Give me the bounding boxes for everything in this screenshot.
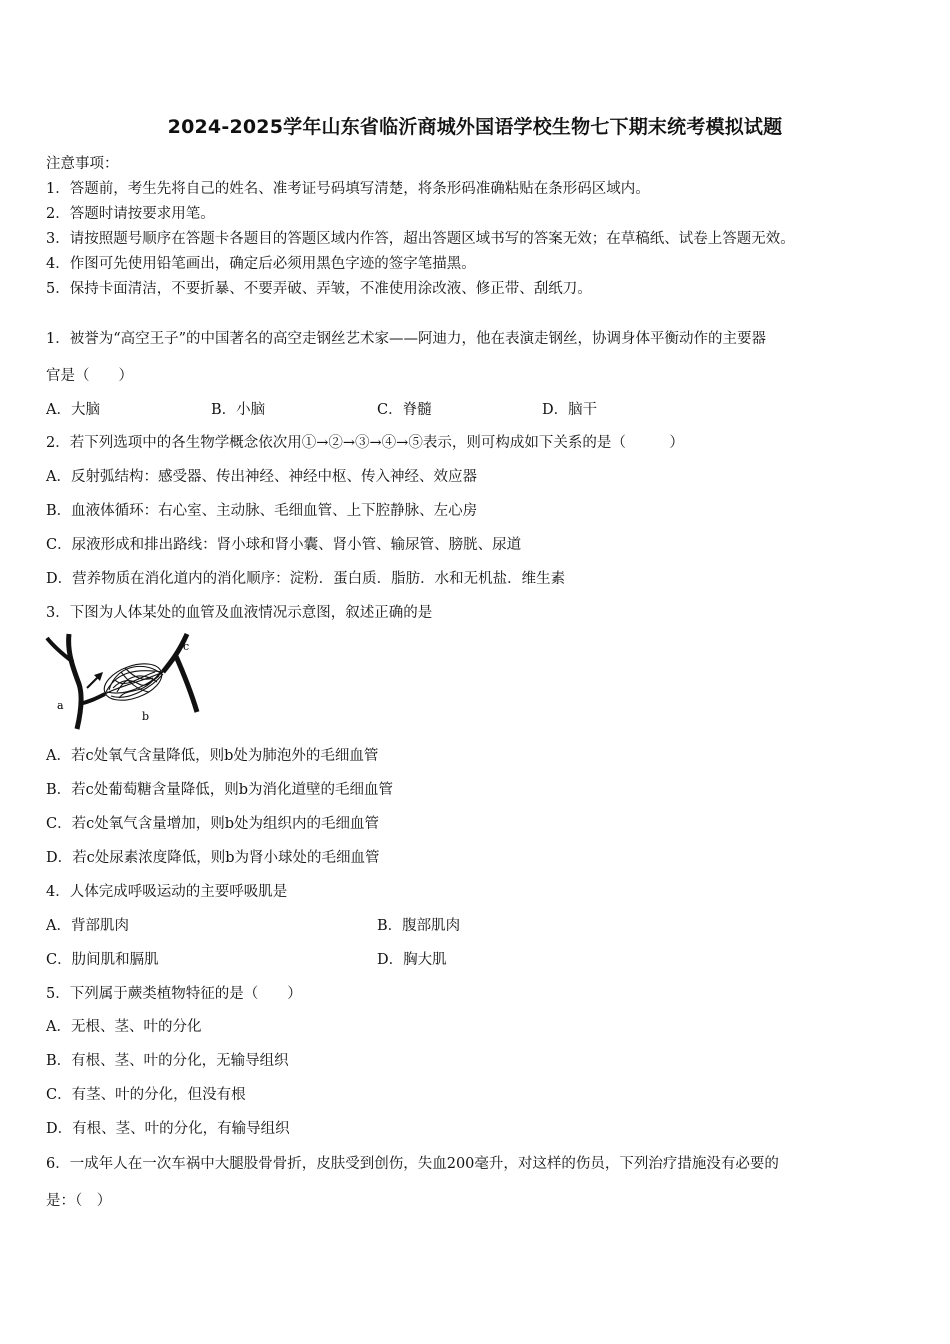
- capillary-network-b: [99, 657, 166, 708]
- question-2-option-d: D．营养物质在消化道内的消化顺序：淀粉．蛋白质．脂肪．水和无机盐．维生素: [46, 571, 566, 587]
- question-4-option-d: D．胸大肌: [377, 952, 447, 968]
- question-6-stem-cont: 是：（ ）: [46, 1193, 112, 1209]
- question-1-option-b: B．小脑: [211, 402, 266, 418]
- question-4-option-b: B．腹部肌肉: [377, 918, 461, 934]
- question-5-option-b: B．有根、茎、叶的分化，无输导组织: [46, 1053, 289, 1069]
- label-c: c: [183, 640, 190, 653]
- notice-item: 5．保持卡面清洁，不要折暴、不要弄破、弄皱，不准使用涂改液、修正带、刮纸刀。: [46, 281, 592, 297]
- notice-item: 1．答题前，考生先将自己的姓名、准考证号码填写清楚，将条形码准确粘贴在条形码区域内。: [46, 181, 650, 197]
- question-1-stem-cont: 官是（ ）: [46, 368, 133, 384]
- exam-title: 2024-2025学年山东省临沂商城外国语学校生物七下期末统考模拟试题: [167, 116, 783, 138]
- notice-item: 2．答题时请按要求用笔。: [46, 206, 215, 222]
- blood-vessel-diagram: [45, 632, 200, 730]
- question-1-option-a: A．大脑: [46, 402, 100, 418]
- question-5-option-c: C．有茎、叶的分化，但没有根: [46, 1087, 246, 1103]
- question-3-stem: 3．下图为人体某处的血管及血液情况示意图，叙述正确的是: [46, 605, 433, 621]
- vessel-c-branch: [175, 654, 197, 712]
- vessel-a: [69, 634, 82, 729]
- notice-item: 3．请按照题号顺序在答题卡各题目的答题区域内作答，超出答题区域书写的答案无效；在草稿纸、试卷上答题无效。: [46, 231, 795, 247]
- question-4-option-a: A．背部肌肉: [46, 918, 129, 934]
- question-3-option-a: A．若c处氧气含量降低，则b处为肺泡外的毛细血管: [46, 748, 379, 764]
- question-1-option-d: D．脑干: [542, 402, 598, 418]
- question-4-option-c: C．肋间肌和膈肌: [46, 952, 159, 968]
- question-3-option-c: C．若c处氧气含量增加，则b处为组织内的毛细血管: [46, 816, 379, 832]
- question-5-stem: 5．下列属于蕨类植物特征的是（ ）: [46, 986, 302, 1002]
- question-2-option-a: A．反射弧结构：感受器、传出神经、神经中枢、传入神经、效应器: [46, 469, 477, 485]
- question-2-option-c: C．尿液形成和排出路线：肾小球和肾小囊、肾小管、输尿管、膀胱、尿道: [46, 537, 522, 553]
- question-2-stem: 2．若下列选项中的各生物学概念依次用①→②→③→④→⑤表示，则可构成如下关系的是（ ）: [46, 435, 684, 451]
- question-3-option-b: B．若c处葡萄糖含量降低，则b为消化道壁的毛细血管: [46, 782, 394, 798]
- question-5-option-d: D．有根、茎、叶的分化，有输导组织: [46, 1121, 290, 1137]
- label-b: b: [142, 710, 150, 723]
- question-1-stem: 1．被誉为“高空王子”的中国著名的高空走钢丝艺术家——阿迪力，他在表演走钢丝，协调身体平衡动作的主要器: [46, 331, 767, 347]
- question-2-option-b: B．血液体循环：右心室、主动脉、毛细血管、上下腔静脉、左心房: [46, 503, 478, 519]
- label-a: a: [57, 699, 64, 712]
- notice-heading: 注意事项：: [46, 156, 119, 172]
- question-6-stem: 6．一成年人在一次车祸中大腿股骨骨折，皮肤受到创伤，失血200毫升，对这样的伤员，下列治疗措施没有必要的: [46, 1156, 779, 1172]
- question-1-option-c: C．脊髓: [377, 402, 432, 418]
- question-5-option-a: A．无根、茎、叶的分化: [46, 1019, 202, 1035]
- question-3-option-d: D．若c处尿素浓度降低，则b为肾小球处的毛细血管: [46, 850, 380, 866]
- question-4-stem: 4．人体完成呼吸运动的主要呼吸肌是: [46, 884, 288, 900]
- notice-item: 4．作图可先使用铅笔画出，确定后必须用黑色字迹的签字笔描黑。: [46, 256, 476, 272]
